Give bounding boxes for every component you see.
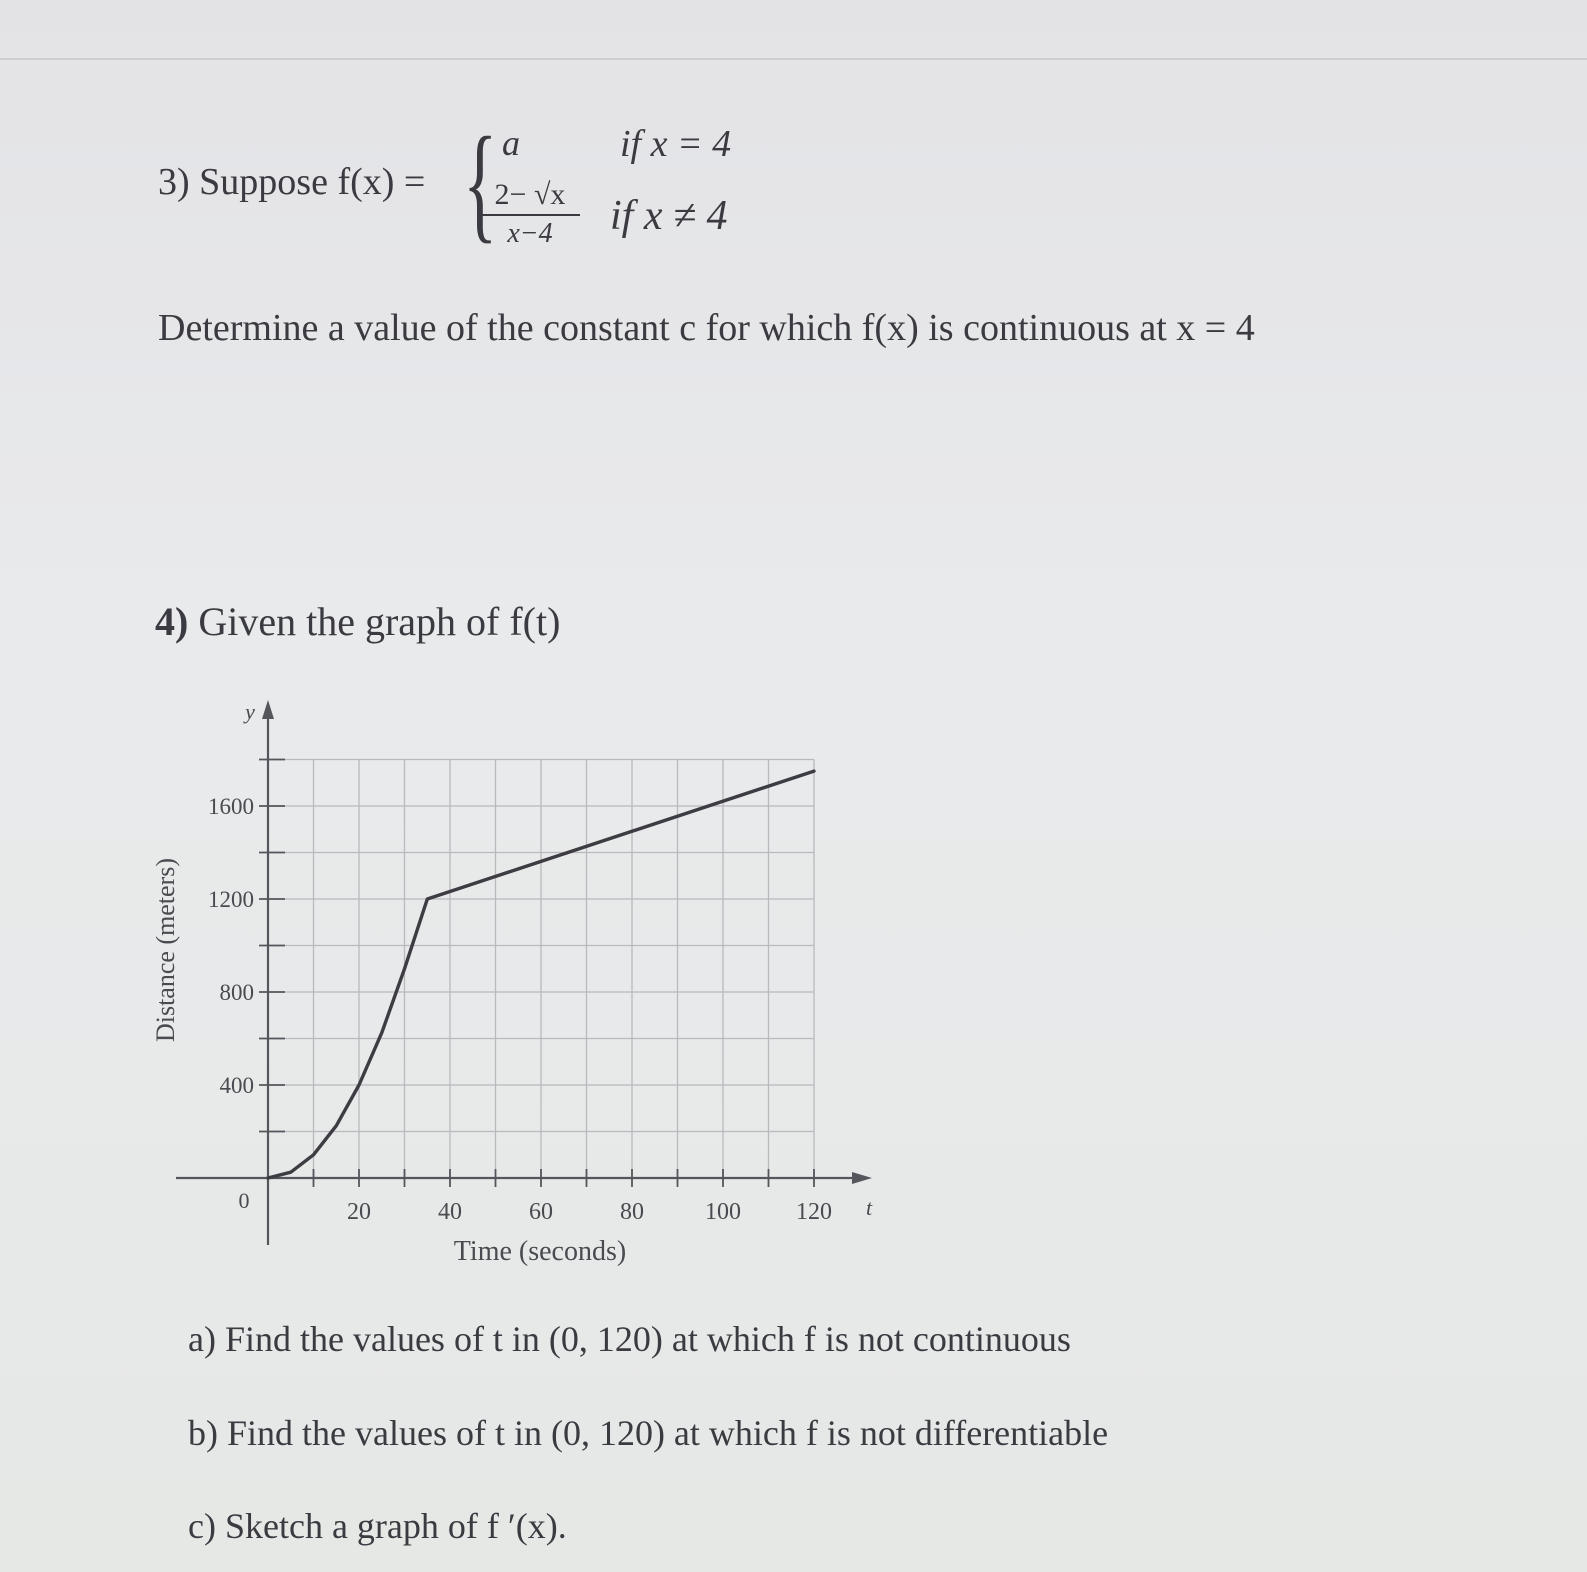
fraction-numerator: 2− √x [480,178,580,216]
y-axis-symbol: y [245,699,255,724]
x-tick-label: 60 [529,1199,553,1225]
chart-labels [151,699,873,1267]
x-tick-label: 80 [620,1199,644,1225]
y-tick-label: 400 [219,1073,254,1098]
y-tick-label: 1200 [208,887,254,912]
chart-ticks [259,760,814,1188]
y-tick-label: 800 [219,980,254,1005]
x-axis-label: Time (seconds) [453,1236,627,1267]
origin-label: 0 [238,1188,250,1213]
y-tick-label: 1600 [208,794,254,819]
chart-axes [176,700,872,1245]
piecewise-case1-value: a [502,123,520,163]
x-tick-label: 40 [438,1199,462,1225]
problem3-prefix: 3) Suppose f(x) = [158,161,426,203]
chart-grid [268,760,814,1179]
x-tick-label: 120 [796,1199,832,1225]
problem3-question: Determine a value of the constant c for which f(x) is continuous at x = 4 [158,307,1255,349]
x-axis-arrow [852,1172,872,1184]
piecewise-case1-condition: if x = 4 [620,123,732,165]
x-tick-label: 20 [347,1199,371,1225]
problem4-part-b: b) Find the values of t in (0, 120) at which f is not differentiable [188,1413,1109,1453]
piecewise-case2-condition: if x ≠ 4 [610,193,728,239]
fraction-denominator: x−4 [507,218,553,249]
problem4-part-a: a) Find the values of t in (0, 120) at which f is not continuous [188,1319,1071,1359]
problem4-part-c: c) Sketch a graph of f ′(x). [188,1506,567,1546]
y-axis-label: Distance (meters) [151,857,180,1043]
x-axis-symbol: t [865,1195,873,1220]
problem4-title-text: Given the graph of f(t) [198,599,561,644]
problem4-number: 4) [155,599,189,644]
y-axis-arrow [262,700,274,719]
piecewise-brace: { [463,111,498,255]
x-tick-label: 100 [705,1199,741,1225]
